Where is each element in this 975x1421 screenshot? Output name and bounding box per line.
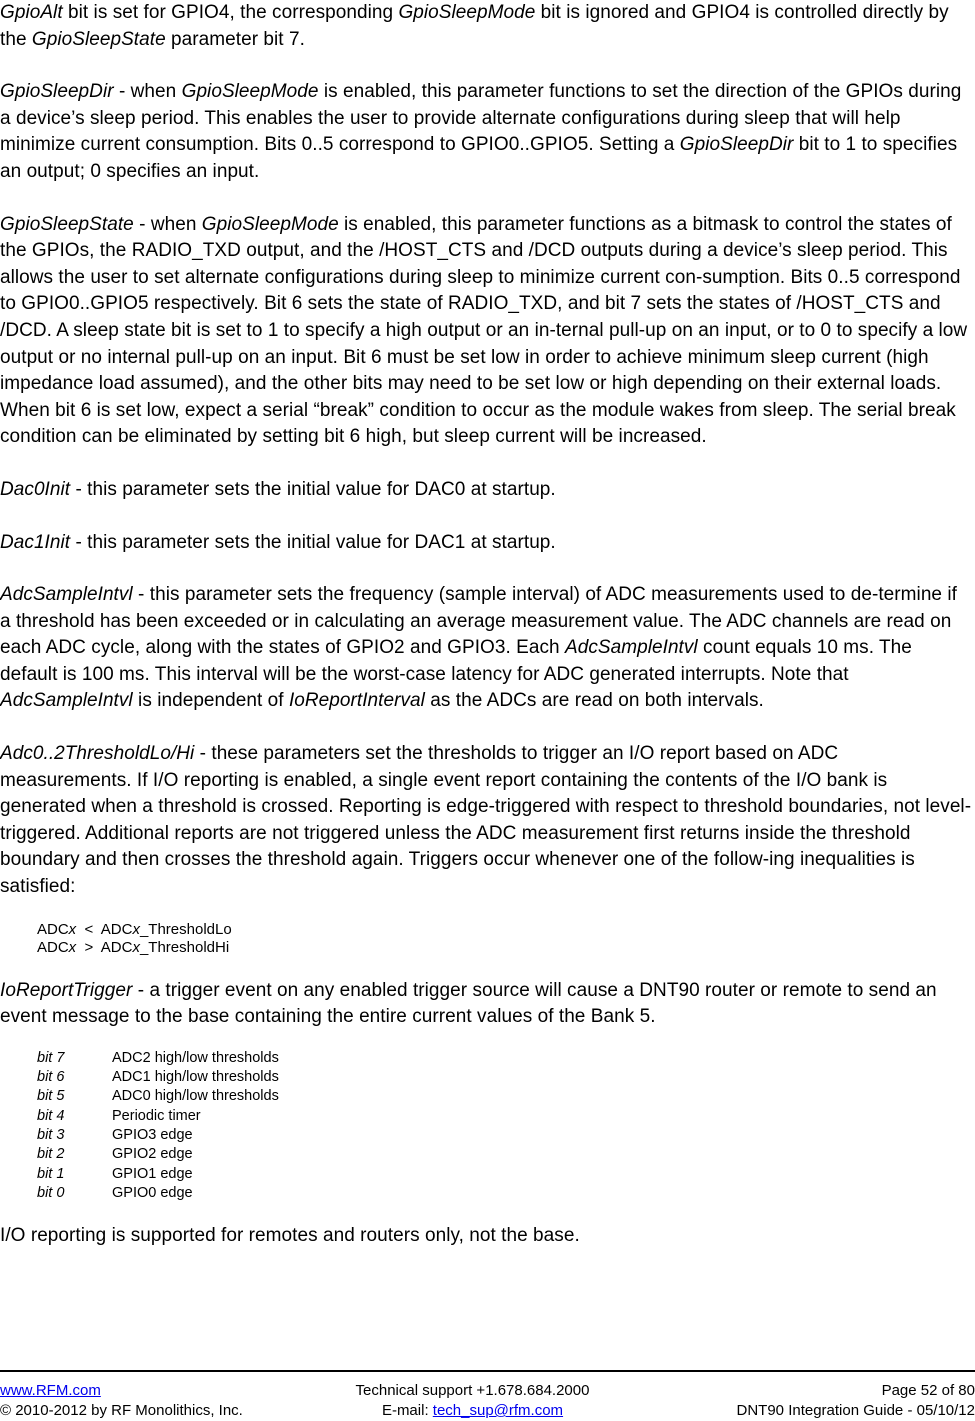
page-number: Page 52 of 80	[881, 1382, 975, 1399]
paragraph-gpiosleepdir: GpioSleepDir - when GpioSleepMode is enabled, this parameter functions to set the direction of the GPIOs during a device’s sleep period. This enables the user to provide alternate configurations during sleep that will help minimize current consumption. Bits 0..5 correspond to GPIO0..GPIO5. Setting a GpioSleepDir bit to 1 to specifies an output; 0 specifies an input.	[0, 81, 962, 182]
paragraph-adcsampleintvl: AdcSampleIntvl - this parameter sets the frequency (sample interval) of ADC measurements used to de-termine if a threshold has been exceeded or in calculating an average measurement value. The ADC channels are read on each ADC cycle, along with the states of GPIO2 and GPIO3. Each AdcSampleIntvl count equals 10 ms. The default is 100 ms. This interval will be the worst-case latency for ADC generated interrupts. Note that AdcSampleIntvl is independent of IoReportInterval as the ADCs are read on both intervals.	[0, 584, 957, 712]
paragraph-dac0init: Dac0Init - this parameter sets the initial value for DAC0 at startup.	[0, 478, 556, 500]
bit-row: bit 0 GPIO0 edge	[37, 1184, 193, 1201]
support-email: E-mail: tech_sup@rfm.com	[381, 1402, 564, 1419]
bit-row: bit 1 GPIO1 edge	[37, 1165, 193, 1182]
support-phone: Technical support +1.678.684.2000	[355, 1382, 590, 1399]
paragraph-gpiosleepstate: GpioSleepState - when GpioSleepMode is enabled, this parameter functions as a bitmask to control the states of the GPIOs, the RADIO_TXD output, and the /HOST_CTS and /DCD outputs during a device’s sleep period. This allows the user to set alternate configurations during sleep to minimize current con-sumption. Bits 0..5 correspond to GPIO0..GPIO5 respectively. Bit 6 sets the state of RADIO_TXD, and bit 7 sets the states of /HOST_CTS and /DCD. A sleep state bit is set to 1 to specify a high output or an in-ternal pull-up on an input, or to 0 to specify a low output or no internal pull-up on an input. Bit 6 must be set low in order to achieve minimum sleep current (high impedance load assumed), and the other bits may need to be set low or high depending on their external loads. When bit 6 is set low, expect a serial “break” condition to occur as the module wakes from sleep. The serial break condition can be eliminated by setting bit 6 high, but sleep current will be increased.	[0, 213, 968, 448]
paragraph-adc-thresholds: Adc0..2ThresholdLo/Hi - these parameters set the thresholds to trigger an I/O report based on ADC measurements. If I/O reporting is enabled, a single event report containing the contents of the I/O bank is generated when a threshold is crossed. Reporting is edge-triggered with respect to threshold boundaries, not level-triggered. Additional reports are not triggered unless the ADC measurement first returns inside the threshold boundary and then crosses the threshold again. Triggers occur whenever one of the follow-ing inequalities is satisfied:	[0, 743, 972, 898]
inequality-row: ADCx > ADCx_ThresholdHi	[37, 939, 230, 957]
page-footer	[0, 1370, 975, 1421]
footer-row-1	[0, 1381, 975, 1401]
bit-row: bit 7 ADC2 high/low thresholds	[37, 1049, 279, 1066]
bit-row: bit 3 GPIO3 edge	[37, 1127, 193, 1143]
paragraph-io-reporting-note: I/O reporting is supported for remotes and routers only, not the base.	[0, 1225, 580, 1247]
email-link[interactable]: tech_sup@rfm.com	[432, 1402, 564, 1419]
paragraph-dac1init: Dac1Init - this parameter sets the initial value for DAC1 at startup.	[0, 531, 556, 553]
document-title: DNT90 Integration Guide - 05/10/12	[736, 1402, 975, 1419]
bit-row: bit 4 Periodic timer	[37, 1107, 201, 1124]
copyright: © 2010-2012 by RF Monolithics, Inc.	[0, 1402, 243, 1419]
trigger-bit-list	[37, 1049, 972, 1203]
bit-row: bit 5 ADC0 high/low thresholds	[37, 1088, 279, 1105]
inequality-row: ADCx < ADCx_ThresholdLo	[37, 920, 232, 938]
bit-row: bit 2 GPIO2 edge	[37, 1146, 193, 1163]
paragraph-ioreporttrigger: IoReportTrigger - a trigger event on any enabled trigger source will cause a DNT90 router or remote to send an event message to the base containing the entire current values of the Bank 5.	[0, 979, 937, 1028]
inequality-list	[37, 921, 972, 958]
paragraph-gpioalt: GpioAlt bit is set for GPIO4, the corresponding GpioSleepMode bit is ignored and GPIO4 is controlled directly by the GpioSleepState parameter bit 7.	[0, 2, 949, 50]
bit-row: bit 6 ADC1 high/low thresholds	[37, 1069, 279, 1086]
footer-row-2	[0, 1401, 975, 1421]
website-link[interactable]: www.RFM.com	[0, 1382, 101, 1399]
